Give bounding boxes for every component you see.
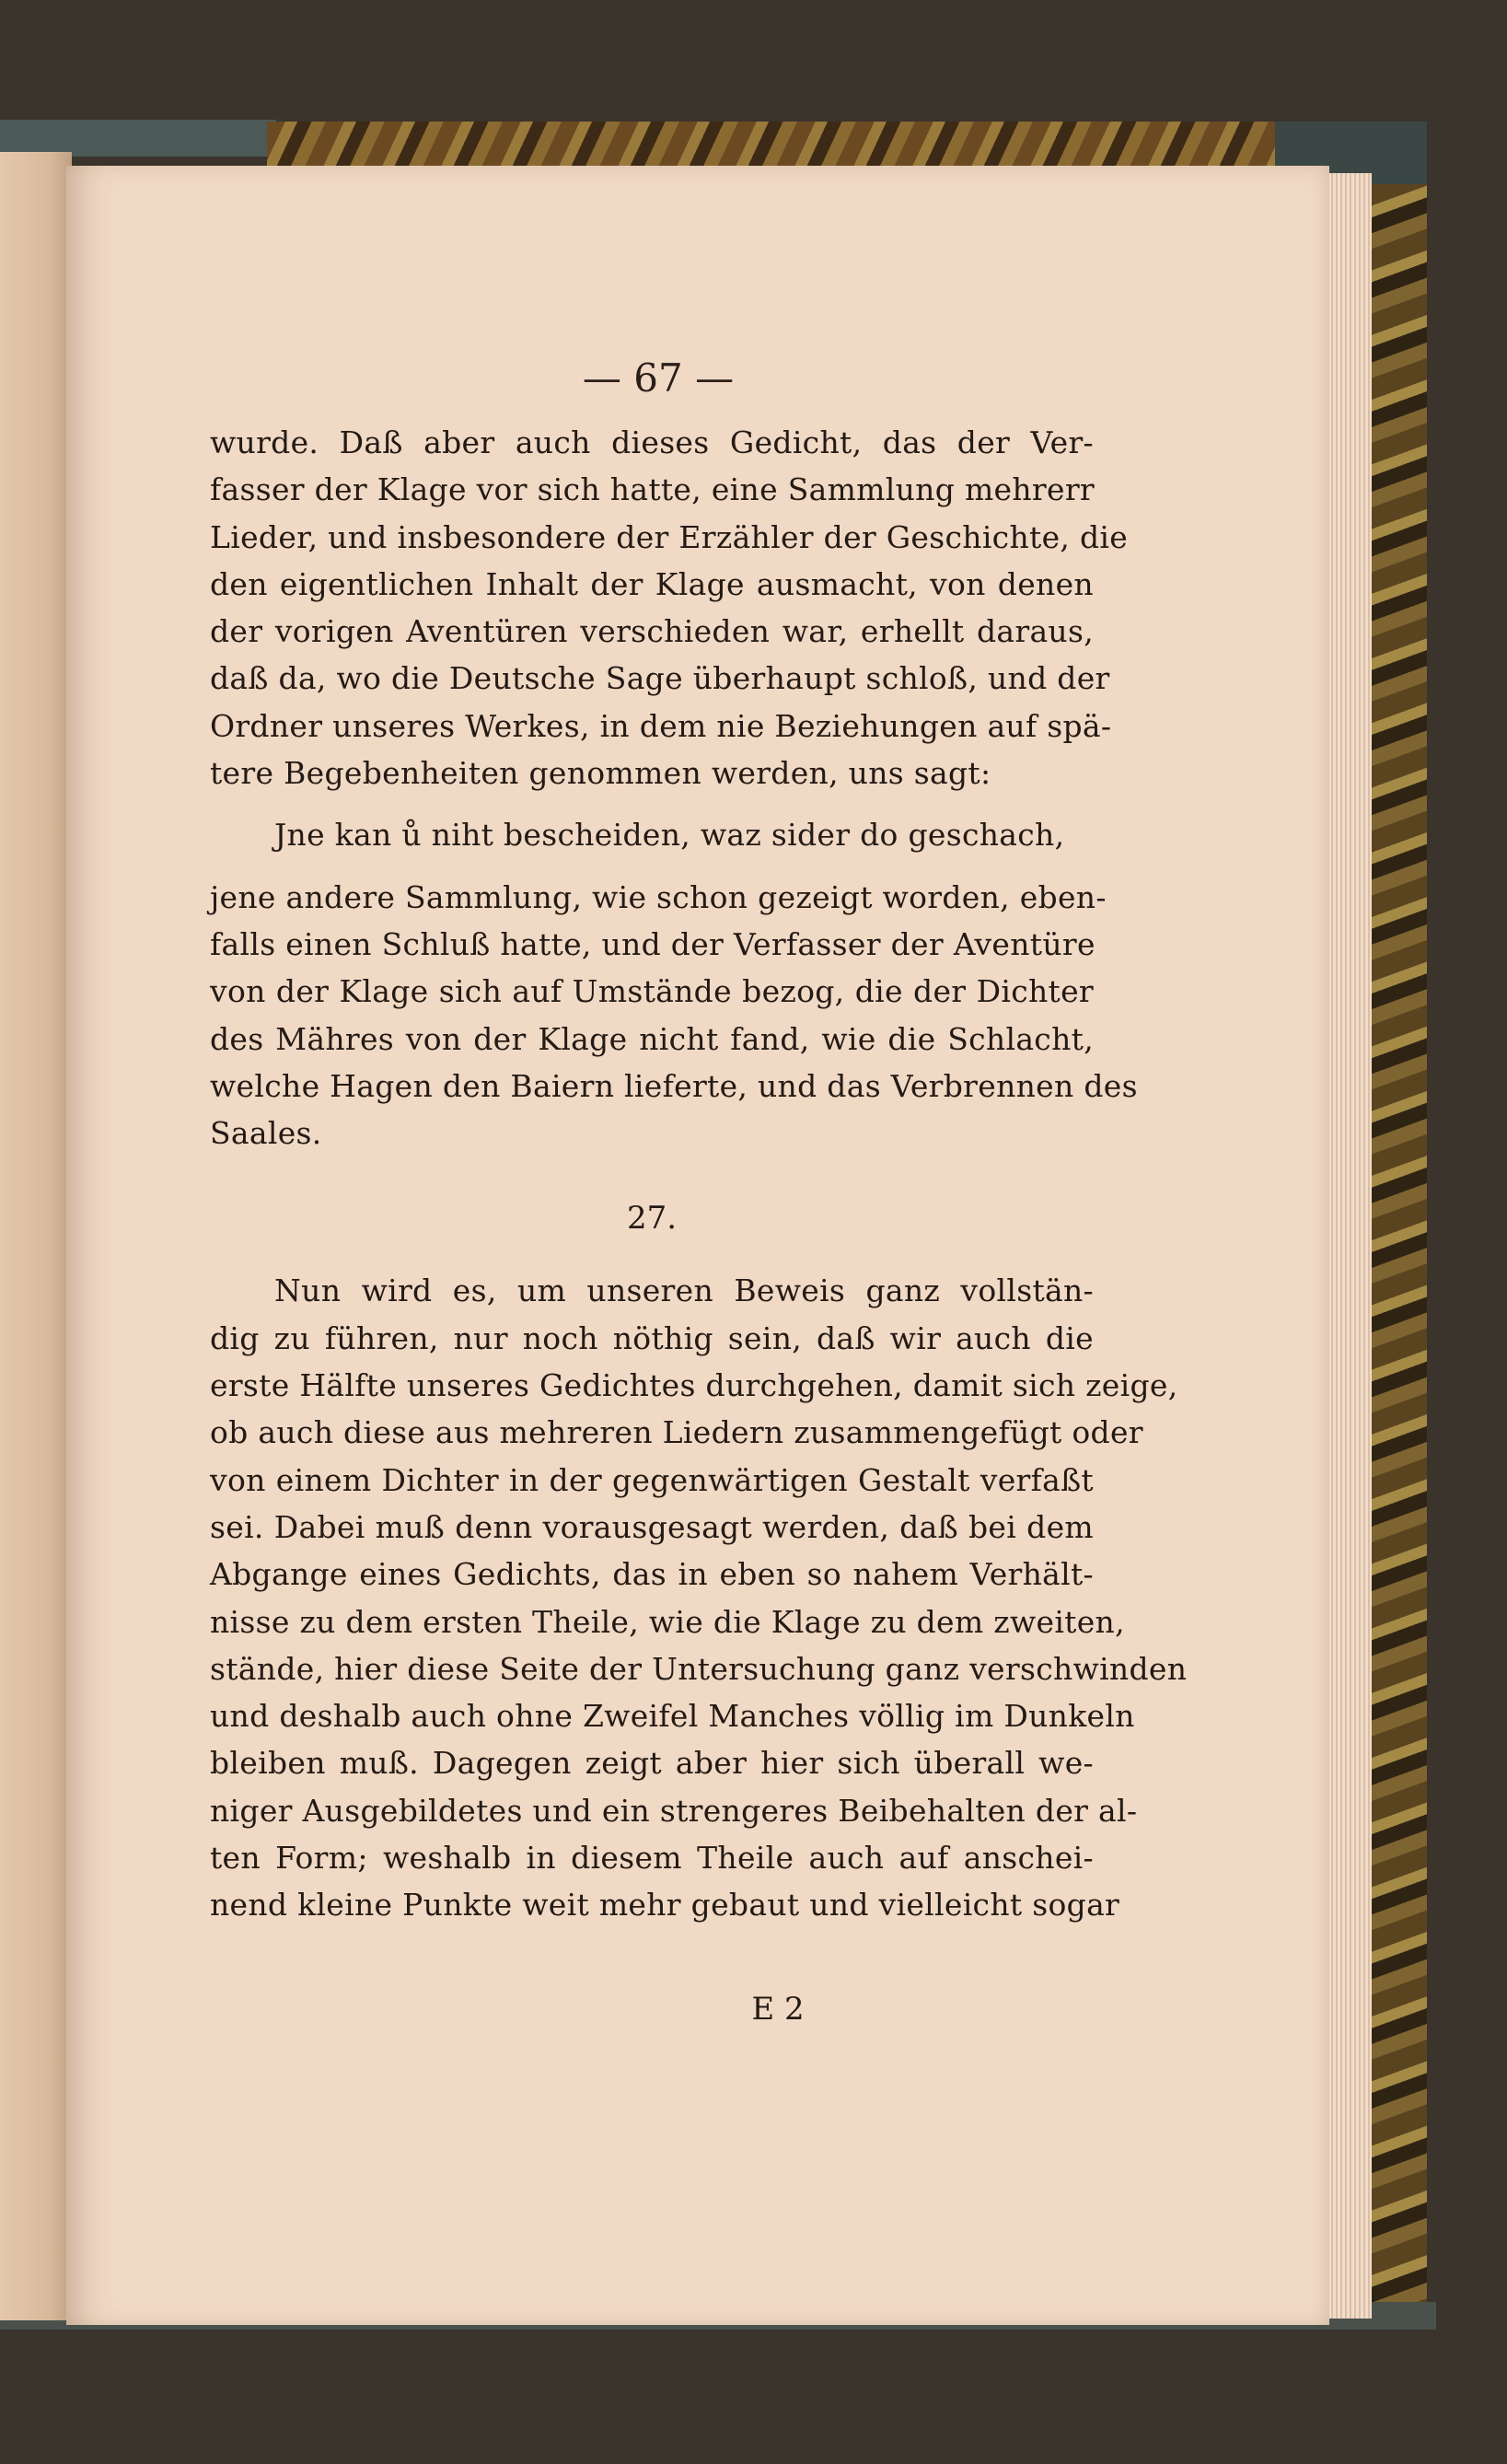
- paragraph-1: [210, 419, 1129, 796]
- marbled-cover-right: [1372, 184, 1427, 2330]
- text-line: sei. Dabei muß denn vorausgesagt werden, daß bei dem: [210, 1508, 1094, 1545]
- text-line: Abgange eines Gedichts, das in eben so nahem Verhält-: [210, 1556, 1094, 1593]
- text-line: welche Hagen den Baiern lieferte, und das Verbrennen des: [210, 1067, 1138, 1104]
- text-line: den eigentlichen Inhalt der Klage ausmacht, von denen: [210, 565, 1094, 602]
- text-line: stände, hier diese Seite der Untersuchung ganz verschwinden: [210, 1650, 1188, 1687]
- previous-page-edge: [0, 152, 72, 2320]
- text-line: dig zu führen, nur noch nöthig sein, daß wir auch die: [210, 1319, 1094, 1356]
- text-line: der vorigen Aventüren verschieden war, erhellt daraus,: [210, 613, 1094, 650]
- text-line: von der Klage sich auf Umstände bezog, die der Dichter: [210, 973, 1094, 1010]
- text-line: Nun wird es, um unseren Beweis ganz vollstän-: [274, 1273, 1094, 1309]
- text-line: niger Ausgebildetes und ein strengeres Beibehalten der al-: [210, 1792, 1138, 1829]
- page-number: [539, 354, 778, 401]
- text-line: des Mähres von der Klage nicht fand, wie die Schlacht,: [210, 1020, 1094, 1057]
- signature-mark: E 2: [751, 1991, 805, 2028]
- text-line: ten Form; weshalb in diesem Theile auch auf anschei-: [210, 1840, 1094, 1877]
- spine-binding: [0, 120, 276, 157]
- text-line: Ordner unseres Werkes, in dem nie Beziehungen auf spä-: [210, 707, 1112, 744]
- text-line: fasser der Klage vor sich hatte, eine Sammlung mehrerr: [210, 471, 1095, 508]
- text-line: daß da, wo die Deutsche Sage überhaupt schloß, und der: [210, 660, 1110, 697]
- page-edges: [1324, 173, 1372, 2319]
- text-line: von einem Dichter in der gegenwärtigen Gestalt verfaßt: [210, 1461, 1094, 1498]
- text-line: Lieder, und insbesondere der Erzähler der Geschichte, die: [210, 518, 1129, 555]
- text-line: wurde. Daß aber auch dieses Gedicht, das der Ver-: [210, 424, 1094, 460]
- text-line: tere Begebenheiten genommen werden, uns sagt:: [210, 755, 991, 792]
- text-line: falls einen Schluß hatte, und der Verfasser der Aventüre: [210, 925, 1095, 962]
- paragraph-3: [210, 1267, 1188, 1928]
- text-line: ob auch diese aus mehreren Liedern zusammengefügt oder: [210, 1414, 1143, 1451]
- text-line: Saales.: [210, 1115, 322, 1152]
- text-line: nend kleine Punkte weit mehr gebaut und vielleicht sogar: [210, 1887, 1120, 1924]
- text-line: jene andere Sammlung, wie schon gezeigt worden, eben-: [210, 878, 1107, 915]
- text-line: und deshalb auch ohne Zweifel Manches völlig im Dunkeln: [210, 1698, 1135, 1735]
- body-text: [210, 419, 1188, 1929]
- quote-line: Jne kan ů niht bescheiden, waz sider do geschach,: [274, 817, 1065, 854]
- text-line: erste Hälfte unseres Gedichtes durchgehen, damit sich zeige,: [210, 1367, 1178, 1404]
- text-line: bleiben muß. Dagegen zeigt aber hier sich überall we-: [210, 1745, 1094, 1782]
- section-number: 27.: [626, 1200, 678, 1238]
- page-number-text: — 67 —: [582, 354, 735, 401]
- paragraph-2: [210, 874, 1138, 1157]
- text-line: nisse zu dem ersten Theile, wie die Klage zu dem zweiten,: [210, 1603, 1125, 1640]
